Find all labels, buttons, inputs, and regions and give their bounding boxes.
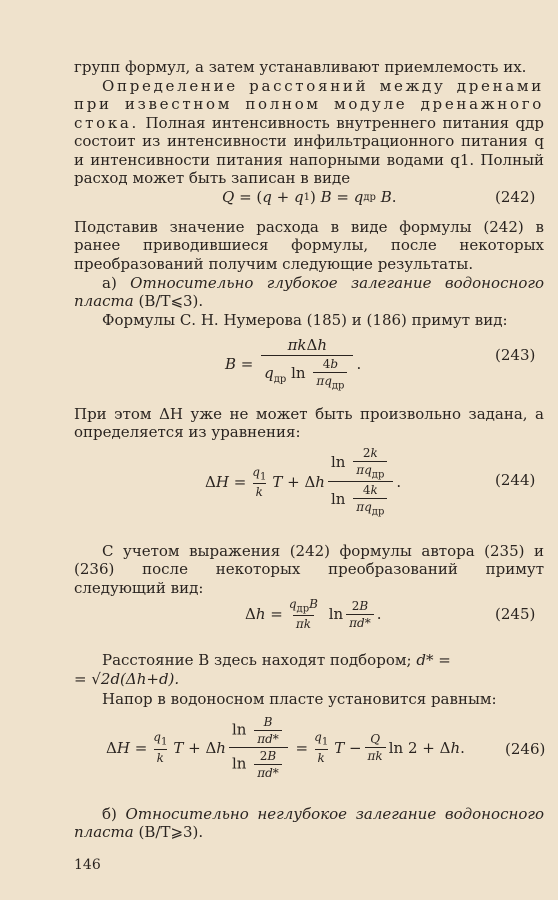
paragraph: Подставив значение расхода в виде формулы (242) в ранее приводившиеся формулы, после некоторых преобразований получим следующие результаты. bbox=[74, 218, 544, 273]
case-b-heading: б) Относительно неглубокое залегание водоносного пласта (B/T⩾3). bbox=[74, 805, 544, 842]
equation-242: Q = ( q + q 1 ) B = q др B . bbox=[222, 188, 397, 206]
case-a-heading: а) Относительно глубокое залегание водоносного пласта (B/T⩽3). bbox=[74, 274, 544, 311]
paragraph: С учетом выражения (242) формулы автора (235) и (236) после некоторых преобразований примут следующий вид: bbox=[74, 542, 544, 597]
paragraph: Формулы С. Н. Нумерова (185) и (186) примут вид: bbox=[102, 311, 508, 329]
text-line: групп формул, а затем устанавливают приемлемость их. bbox=[74, 58, 527, 76]
equation-number: (244) bbox=[495, 471, 536, 489]
formula-line: = √2d(Δh+d). bbox=[74, 670, 180, 688]
paragraph-heading: Определение расстояний между дренами при известном полном модуле дренажного стока. bbox=[74, 77, 544, 132]
equation-number: (245) bbox=[495, 605, 536, 623]
equation-number: (242) bbox=[495, 188, 536, 206]
equation-246: Δ H = $\frac{q_1}{k}$ T + Δ h ln $\frac{B}{\pi d*}$ ln $\frac{2B}{\pi d*}$ = $\frac{q_1}{k}$ T − $\frac{Q}{\pi k}$ ln 2 + Δ h . bbox=[106, 715, 465, 780]
paragraph: Напор в водоносном пласте установится равным: bbox=[102, 690, 497, 708]
equation-number: (246) bbox=[505, 740, 546, 758]
paragraph: При этом ΔH уже не может быть произвольно задана, а определяется из уравнения: bbox=[74, 405, 544, 442]
equation-243: B = πkΔh $q_{др}$ ln $\frac{4b}{\pi q_{др}}$ . bbox=[225, 336, 362, 392]
equation-245: Δ h = $\frac{q_{др}B}{\pi k}$ ln $\frac{2B}{\pi d*}$ . bbox=[245, 597, 382, 632]
page-number: 146 bbox=[74, 857, 101, 873]
equation-number: (243) bbox=[495, 346, 536, 364]
paragraph-text: Полная интенсивность внутреннего питания qдр состоит из интенсивности инфильтрационного питания q и интенсивности питания напорными водами q1. Полный расход может быть записан в виде bbox=[74, 113, 544, 188]
paragraph: Расстояние B здесь находят подбором; d* = bbox=[102, 651, 451, 669]
equation-244: Δ H = $\frac{q_1}{k}$ T + Δ h ln $\frac{2k}{\pi q_{др}}$ ln $\frac{4k}{\pi q_{др}}$ . bbox=[205, 446, 402, 518]
paragraph-spacing-definition bbox=[74, 77, 544, 187]
